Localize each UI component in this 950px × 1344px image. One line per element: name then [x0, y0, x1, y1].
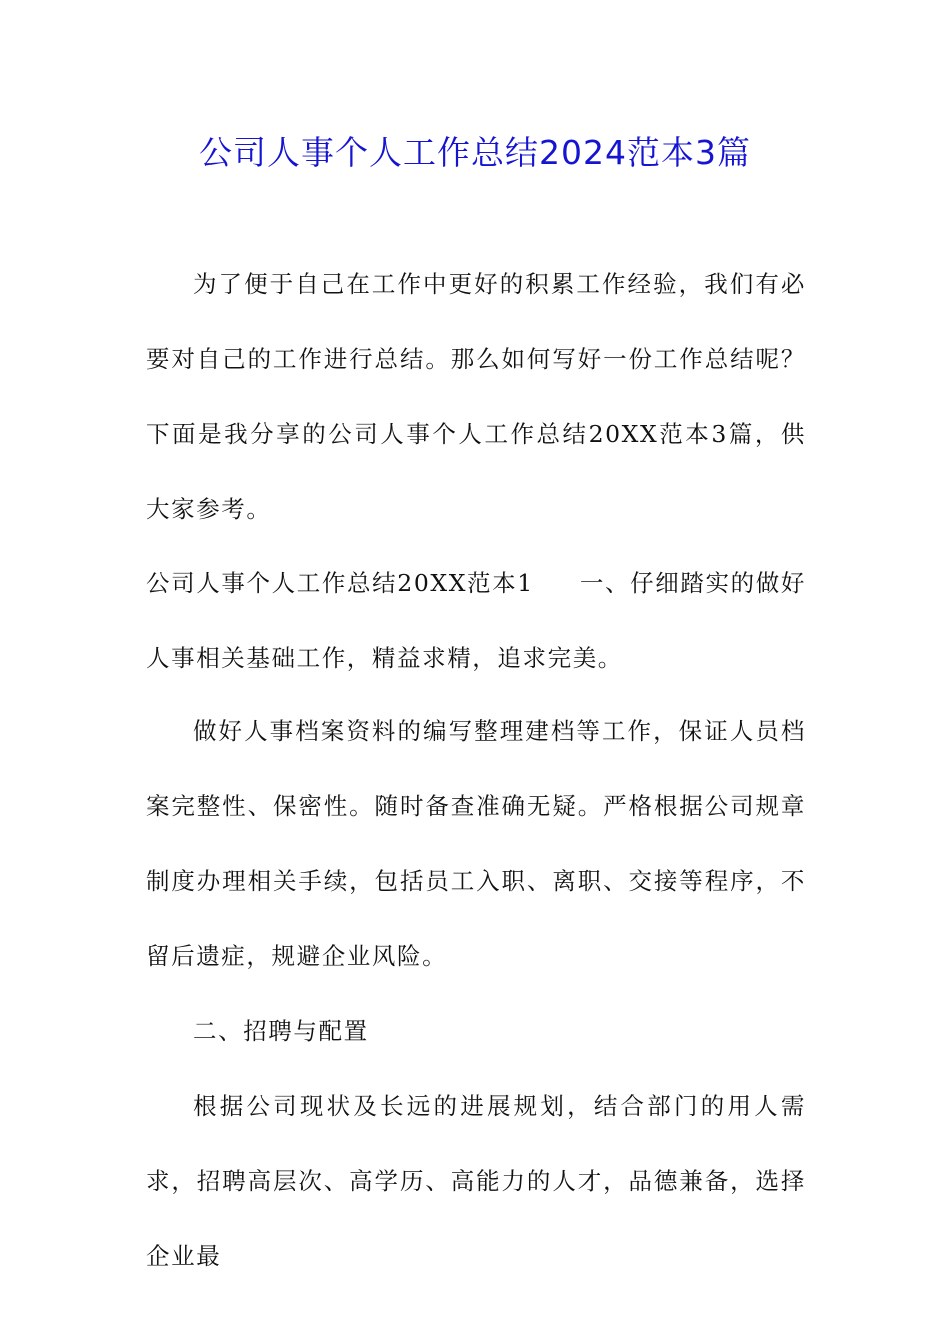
document-title: 公司人事个人工作总结2024范本3篇: [199, 133, 751, 172]
subheading-2-block: [146, 994, 806, 1069]
subheading-2: 二、招聘与配置: [193, 1017, 369, 1045]
intro-block: [146, 247, 806, 547]
section-1-block: [146, 546, 806, 696]
intro-paragraph: 为了便于自己在工作中更好的积累工作经验，我们有必要对自己的工作进行总结。那么如何写好一份工作总结呢？下面是我分享的公司人事个人工作总结20XX范本3篇，供大家参考。: [146, 270, 806, 523]
paragraph-2-block: [146, 1069, 806, 1294]
paragraph-2: 根据公司现状及长远的进展规划，结合部门的用人需求，招聘高层次、高学历、高能力的人才，品德兼备，选择企业最: [146, 1092, 806, 1270]
section-1-heading-paragraph: [146, 546, 806, 696]
paragraph-1: 做好人事档案资料的编写整理建档等工作，保证人员档案完整性、保密性。随时备查准确无疑。严格根据公司规章制度办理相关手续，包括员工入职、离职、交接等程序，不留后遗症，规避企业风险。: [146, 717, 806, 970]
section-point-1: 一、仔细踏实的做好人事相关基础工作，精益求精，追求完美。: [146, 569, 806, 672]
paragraph-1-block: [146, 694, 806, 994]
section-heading: 公司人事个人工作总结20XX范本1: [146, 569, 534, 597]
